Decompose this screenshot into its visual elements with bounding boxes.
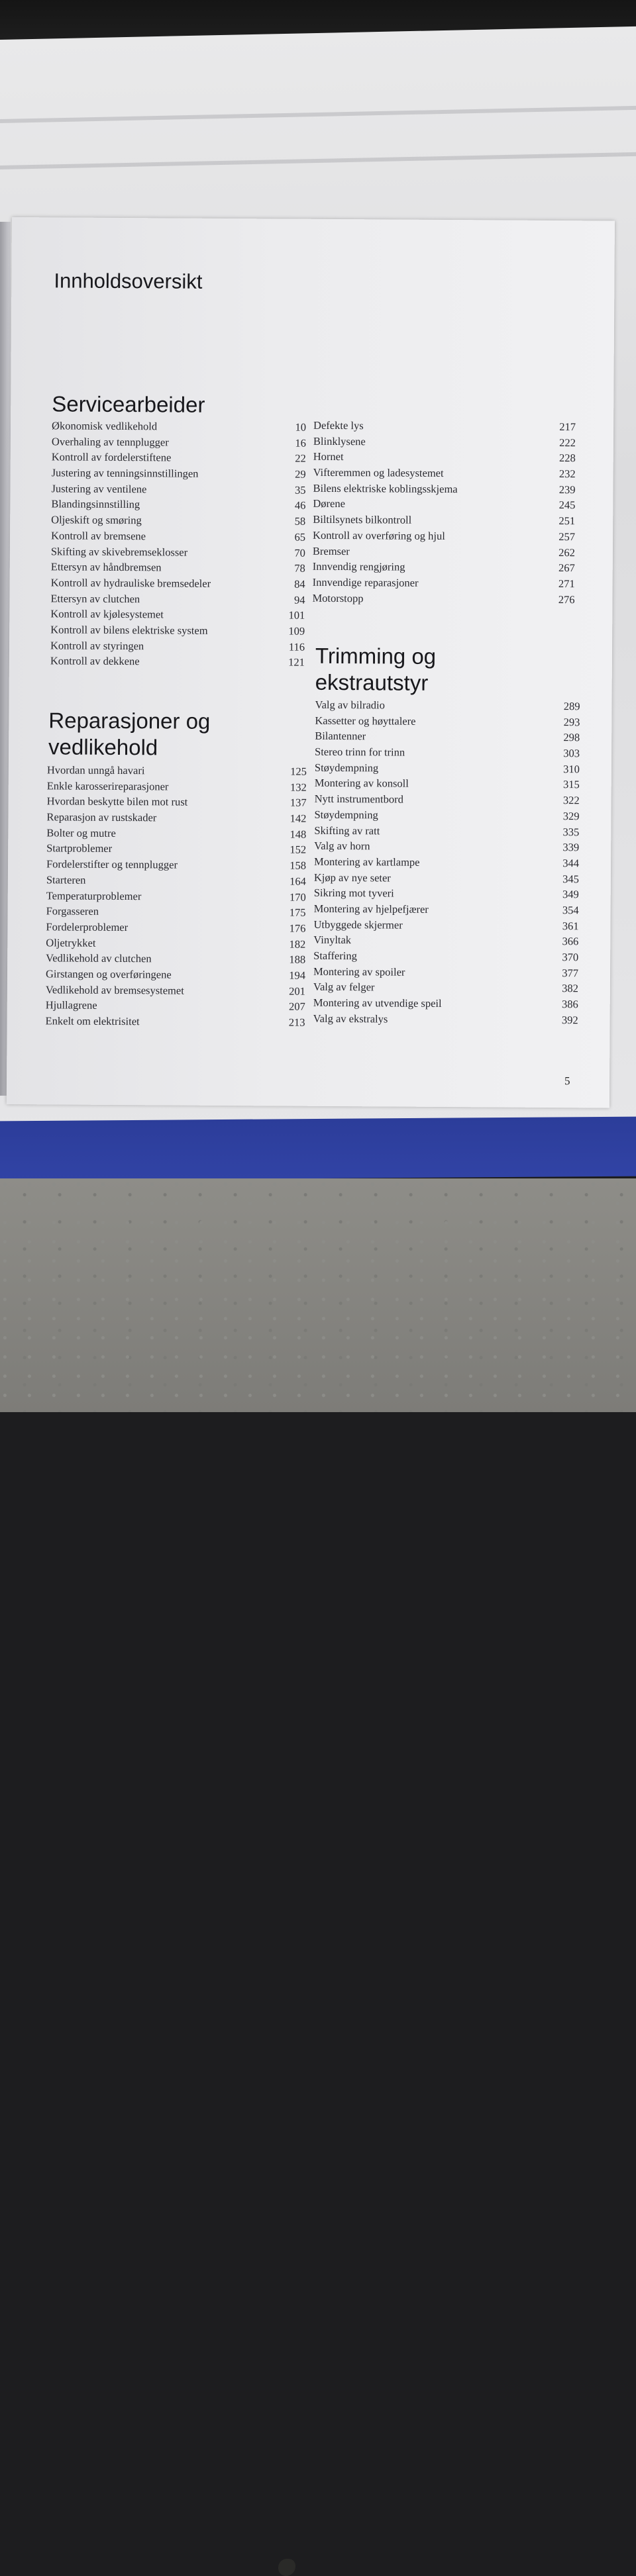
toc-entry <box>315 775 580 792</box>
toc-entry-page: 164 <box>290 875 306 888</box>
toc-entry <box>313 963 578 980</box>
toc-entry-title: Valg av horn <box>314 839 370 853</box>
section-title-line: Trimming og <box>315 643 437 669</box>
toc-entry <box>314 807 579 824</box>
toc-entry-title: Forgasseren <box>46 904 99 918</box>
toc-entry-title: Starteren <box>46 873 86 886</box>
toc-entry-title: Oljetrykket <box>46 935 96 949</box>
toc-entry-page: 217 <box>559 420 576 434</box>
toc-entry-title: Defekte lys <box>313 418 364 432</box>
toc-entry-page: 158 <box>290 859 307 872</box>
toc-entry-title: Hornet <box>313 450 344 463</box>
toc-entry-title: Vedlikehold av bremsesystemet <box>45 982 184 997</box>
toc-entry <box>313 465 576 482</box>
toc-entry-page: 142 <box>290 812 307 825</box>
toc-entry-page: 137 <box>290 796 307 810</box>
toc-entry <box>52 450 306 467</box>
toc-entry-page: 257 <box>558 530 576 544</box>
toc-entry-page: 370 <box>562 951 579 964</box>
toc-entry-page: 276 <box>558 593 575 606</box>
toc-entry-title: Hjullagrene <box>45 998 97 1012</box>
toc-entry <box>315 712 580 730</box>
toc-entry <box>51 528 305 545</box>
toc-entry <box>315 791 580 808</box>
toc-entry-title: Støydempning <box>314 761 379 775</box>
toc-entry <box>313 496 575 513</box>
toc-entry-page: 78 <box>294 561 305 575</box>
toc-entry <box>46 841 306 858</box>
toc-entry-title: Oljeskift og smøring <box>51 513 142 527</box>
toc-entry-page: 170 <box>289 890 306 904</box>
toc-entry-page: 116 <box>288 640 305 653</box>
toc-entry-title: Valg av bilradio <box>315 698 385 712</box>
toc-entry-title: Montering av spoiler <box>313 965 405 978</box>
toc-entry-page: 366 <box>562 935 579 948</box>
tissue-fold <box>0 106 636 123</box>
toc-entry-title: Kontroll av overføring og hjul <box>313 528 445 542</box>
toc-entry-page: 267 <box>558 561 575 575</box>
toc-entry-page: 345 <box>562 872 579 885</box>
toc-entry-page: 386 <box>561 998 578 1011</box>
toc-entry <box>313 916 578 933</box>
toc-entry-title: Kontroll av dekkene <box>50 654 140 668</box>
toc-entry <box>51 544 305 561</box>
toc-entry-page: 354 <box>562 904 579 917</box>
floor-stain <box>278 2559 295 2576</box>
toc-entry-title: Sikring mot tyveri <box>313 886 394 900</box>
toc-entry-title: Montering av utvendige speil <box>313 996 442 1010</box>
toc-entry-page: 392 <box>561 1013 578 1026</box>
toc-entry <box>313 433 576 450</box>
toc-entry-title: Girstangen og overføringene <box>45 967 172 981</box>
toc-entry <box>46 904 306 921</box>
toc-entry-page: 222 <box>559 436 576 449</box>
toc-entry-page: 84 <box>294 577 305 591</box>
toc-entry-page: 315 <box>562 778 580 791</box>
toc-entry-page: 194 <box>289 969 306 982</box>
toc-entry-title: Stereo trinn for trinn <box>315 745 405 759</box>
toc-entry-page: 382 <box>562 982 578 995</box>
toc-entry-title: Bilantenner <box>315 730 366 743</box>
toc-entry-title: Kontroll av fordelerstiftene <box>51 450 172 464</box>
toc-entry-title: Reparasjon av rustskader <box>46 810 157 824</box>
toc-entry-title: Hvordan beskytte bilen mot rust <box>46 794 188 809</box>
toc-entry-title: Vinyltak <box>313 933 352 947</box>
toc-entry-page: 377 <box>562 966 579 979</box>
toc-entry-title: Vifteremmen og ladesystemet <box>313 465 444 480</box>
toc-entry-title: Montering av hjelpefjærer <box>313 902 429 916</box>
toc-entry <box>50 591 305 608</box>
section-title-line: vedlikehold <box>48 734 158 760</box>
toc-list-servicearbeider <box>50 418 306 670</box>
toc-entry <box>313 575 575 592</box>
toc-entry-title: Bolter og mutre <box>46 826 116 839</box>
toc-entry-page: 121 <box>288 655 305 669</box>
toc-entry-title: Overhaling av tennplugger <box>51 435 169 449</box>
toc-entry-page: 245 <box>558 499 576 512</box>
toc-entry-title: Kontroll av bilens elektriske system <box>50 623 208 637</box>
toc-entry <box>46 982 305 999</box>
toc-entry-title: Ettersyn av clutchen <box>50 591 140 605</box>
toc-entry-title: Temperaturproblemer <box>46 888 142 902</box>
section-title-servicearbeider: Servicearbeider <box>52 391 205 417</box>
toc-entry <box>46 951 305 968</box>
toc-entry-page: 322 <box>562 794 580 807</box>
toc-entry-page: 262 <box>558 546 575 559</box>
toc-entry <box>313 418 576 435</box>
toc-entry-page: 101 <box>288 608 305 622</box>
toc-entry-page: 16 <box>295 436 306 450</box>
toc-entry <box>47 794 307 811</box>
toc-entry-page: 46 <box>294 499 306 512</box>
toc-entry-title: Valg av felger <box>313 980 375 994</box>
toc-entry <box>314 885 579 902</box>
toc-entry-title: Justering av tenningsinnstillingen <box>51 466 199 480</box>
toc-list-servicearbeider-continued <box>312 418 576 608</box>
toc-entry <box>46 825 306 842</box>
toc-entry-page: 271 <box>558 577 575 591</box>
toc-entry-title: Enkelt om elektrisitet <box>45 1014 140 1028</box>
toc-entry <box>313 481 575 498</box>
toc-entry <box>312 590 574 607</box>
toc-entry-title: Motorstopp <box>312 591 364 604</box>
toc-entry <box>50 638 305 655</box>
toc-entry <box>46 998 305 1015</box>
toc-entry <box>313 948 578 965</box>
toc-entry-title: Nytt instrumentbord <box>314 792 403 806</box>
toc-entry-page: 228 <box>558 452 576 465</box>
toc-entry <box>46 856 306 873</box>
toc-entry-page: 232 <box>558 467 576 481</box>
toc-entry <box>46 1013 305 1030</box>
toc-entry-title: Bilens elektriske koblingsskjema <box>313 481 458 495</box>
toc-entry <box>50 653 305 671</box>
toc-entry-page: 335 <box>562 825 580 838</box>
toc-entry <box>313 932 578 949</box>
toc-entry <box>52 418 306 435</box>
tissue-fold <box>0 152 636 169</box>
toc-entry-page: 29 <box>295 467 306 481</box>
toc-entry <box>313 528 575 545</box>
toc-entry <box>46 935 305 952</box>
toc-entry-title: Kjøp av nye seter <box>313 871 391 884</box>
toc-entry <box>50 622 305 639</box>
toc-entry <box>314 854 579 871</box>
toc-entry-page: 239 <box>558 483 576 496</box>
toc-entry <box>315 728 580 745</box>
toc-entry-title: Kontroll av styringen <box>50 638 144 652</box>
toc-entry-title: Ettersyn av håndbremsen <box>50 560 162 574</box>
toc-list-reparasjoner <box>46 762 307 1030</box>
toc-entry-title: Biltilsynets bilkontroll <box>313 512 412 526</box>
section-title-reparasjoner <box>48 707 210 761</box>
toc-entry <box>46 872 306 889</box>
toc-entry-title: Vedlikehold av clutchen <box>46 951 152 965</box>
toc-entry-title: Kontroll av bremsene <box>51 529 146 543</box>
toc-entry <box>51 512 305 529</box>
toc-entry-title: Hvordan unngå havari <box>46 763 145 777</box>
toc-entry-page: 339 <box>562 841 580 854</box>
toc-entry <box>315 760 580 777</box>
floor-surface <box>0 1178 636 1412</box>
toc-entry-title: Blinklysene <box>313 434 366 448</box>
toc-entry-title: Økonomisk vedlikehold <box>52 419 158 433</box>
toc-entry-title: Innvendig rengjøring <box>312 559 405 573</box>
toc-entry-page: 289 <box>563 700 580 713</box>
toc-entry-page: 182 <box>289 937 306 951</box>
toc-entry <box>51 559 305 577</box>
toc-entry <box>313 449 576 466</box>
toc-entry-title: Kontroll av kjølesystemet <box>50 607 164 621</box>
toc-entry-title: Skifting av ratt <box>314 824 380 837</box>
toc-entry-page: 132 <box>290 781 307 794</box>
toc-entry <box>313 512 575 529</box>
section-title-line: Reparasjoner og <box>48 708 211 734</box>
toc-entry-page: 344 <box>562 856 580 870</box>
toc-entry-page: 293 <box>563 715 580 728</box>
toc-entry-page: 176 <box>289 922 306 935</box>
toc-entry <box>313 559 575 576</box>
toc-entry <box>315 697 580 714</box>
toc-entry-title: Justering av ventilene <box>51 482 147 495</box>
toc-entry <box>314 838 579 855</box>
page-title: Innholdsoversikt <box>54 269 203 293</box>
toc-entry <box>313 543 575 560</box>
toc-entry-page: 125 <box>290 765 307 778</box>
toc-entry-title: Montering av kartlampe <box>314 855 420 869</box>
toc-entry-title: Bremser <box>312 544 350 557</box>
toc-list-trimming <box>313 697 580 1028</box>
toc-entry-page: 152 <box>290 843 307 857</box>
toc-entry-title: Enkle karosserireparasjoner <box>46 779 169 793</box>
toc-entry <box>52 434 306 451</box>
toc-entry <box>46 919 305 936</box>
toc-entry-page: 251 <box>558 514 576 528</box>
toc-entry-title: Fordelerstifter og tennplugger <box>46 857 178 871</box>
toc-entry-page: 58 <box>294 514 306 528</box>
blue-book-cover <box>0 1117 636 1181</box>
toc-entry-page: 148 <box>290 828 307 841</box>
toc-entry-page: 298 <box>563 731 580 744</box>
toc-entry <box>51 481 305 498</box>
toc-entry-page: 361 <box>562 919 579 932</box>
toc-entry-title: Utbyggede skjermer <box>313 918 403 931</box>
toc-entry-title: Fordelerproblemer <box>46 920 129 933</box>
toc-entry-page: 207 <box>288 1000 305 1014</box>
toc-entry-page: 94 <box>293 593 305 606</box>
toc-entry-title: Blandingsinnstilling <box>51 497 140 511</box>
section-title-line: ekstrautstyr <box>315 669 429 695</box>
page-number: 5 <box>564 1074 570 1088</box>
toc-entry-title: Kassetter og høyttalere <box>315 714 416 728</box>
toc-entry-title: Støydempning <box>314 808 378 822</box>
toc-entry-page: 310 <box>563 762 580 775</box>
toc-entry <box>51 575 305 592</box>
toc-entry-page: 65 <box>294 530 306 544</box>
toc-entry-page: 109 <box>288 624 305 638</box>
toc-entry <box>313 995 578 1012</box>
toc-entry-title: Montering av konsoll <box>314 777 409 790</box>
toc-entry-page: 213 <box>288 1016 305 1029</box>
section-title-trimming <box>315 643 437 696</box>
toc-entry-title: Kontroll av hydrauliske bremsedeler <box>50 576 211 590</box>
toc-entry-page: 70 <box>294 546 305 559</box>
toc-entry <box>51 497 305 514</box>
toc-entry-page: 201 <box>289 984 305 998</box>
toc-entry <box>315 744 580 761</box>
toc-entry <box>46 888 306 905</box>
toc-entry-page: 188 <box>289 953 306 966</box>
toc-entry <box>313 1011 578 1028</box>
toc-entry-page: 22 <box>295 452 306 465</box>
toc-entry <box>47 762 307 779</box>
toc-entry-page: 349 <box>562 888 579 901</box>
toc-entry-page: 303 <box>563 747 580 760</box>
toc-entry-title: Skifting av skivebremseklosser <box>50 544 188 559</box>
toc-entry-title: Staffering <box>313 949 357 963</box>
toc-entry-page: 35 <box>294 483 306 497</box>
toc-entry-title: Valg av ekstralys <box>313 1012 388 1026</box>
book-page <box>7 217 615 1108</box>
toc-entry-page: 175 <box>289 906 306 919</box>
toc-entry-page: 329 <box>562 809 580 823</box>
toc-entry <box>314 822 579 839</box>
toc-entry <box>46 809 306 826</box>
toc-entry <box>313 979 578 996</box>
toc-entry <box>314 901 579 918</box>
toc-entry <box>46 966 305 983</box>
toc-entry <box>314 869 579 886</box>
toc-entry-title: Startproblemer <box>46 841 113 855</box>
toc-entry-title: Dørene <box>313 497 345 510</box>
toc-entry-page: 10 <box>295 420 307 434</box>
toc-entry <box>47 778 307 795</box>
toc-entry <box>52 465 306 482</box>
toc-entry <box>50 606 305 624</box>
toc-entry-title: Innvendige reparasjoner <box>312 575 419 589</box>
